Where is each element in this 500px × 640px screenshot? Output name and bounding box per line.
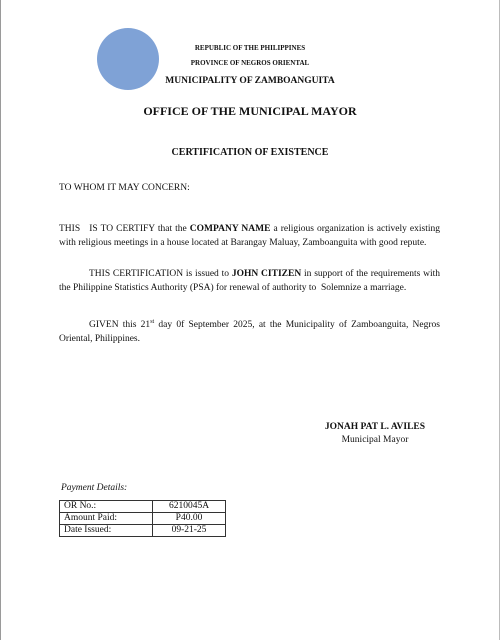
paragraph-given-rest: day 0f September 2025, at the Municipality of Zamboanguita, Negros Oriental, Philippines.: [59, 320, 440, 344]
paragraph-issued-lead: THIS CERTIFICATION is issued to: [89, 269, 232, 279]
header-republic: REPUBLIC OF THE PHILIPPINES: [194, 44, 306, 52]
recipient-name: JOHN CITIZEN: [231, 269, 302, 279]
table-row: [60, 513, 226, 525]
paragraph-certify-lead: THIS IS TO CERTIFY that the: [59, 224, 190, 234]
paragraph-given: [59, 318, 440, 346]
header-province: PROVINCE OF NEGROS ORIENTAL: [190, 59, 310, 67]
date-issued-value: 09-21-25: [153, 525, 226, 537]
paragraph-certify-rest: a religious organization is actively existing with religious meetings in a house located at Barangay Maluay, Zamboanguita with good repute.: [59, 224, 440, 248]
payment-table: [59, 500, 226, 537]
signatory-name: JONAH PAT L. AVILES: [324, 422, 426, 432]
amount-paid-label: Amount Paid:: [60, 513, 153, 525]
paragraph-certify: [59, 222, 440, 250]
or-number-value: 6210045A: [153, 501, 226, 513]
office-title: OFFICE OF THE MUNICIPAL MAYOR: [143, 104, 357, 118]
table-row: [60, 501, 226, 513]
or-number-label: OR No.:: [60, 501, 153, 513]
signature-block: [300, 421, 450, 447]
payment-details-label: Payment Details:: [61, 483, 128, 493]
paragraph-given-lead: GIVEN this 21: [89, 320, 151, 330]
certification-title: CERTIFICATION OF EXISTENCE: [171, 147, 329, 158]
paragraph-issued-rest: in support of the requirements with the Philippine Statistics Authority (PSA) for renewal of authority to Solemnize a marriage.: [59, 269, 443, 293]
salutation: TO WHOM IT MAY CONCERN:: [59, 183, 190, 193]
amount-paid-value: P40.00: [153, 513, 226, 525]
day-suffix: st: [150, 318, 155, 325]
paragraph-issued: [59, 267, 443, 295]
company-name: COMPANY NAME: [189, 224, 271, 234]
signatory-position: Municipal Mayor: [341, 435, 409, 445]
date-issued-label: Date Issued:: [60, 525, 153, 537]
table-row: [60, 525, 226, 537]
header-municipality: MUNICIPALITY OF ZAMBOANGUITA: [165, 76, 335, 86]
